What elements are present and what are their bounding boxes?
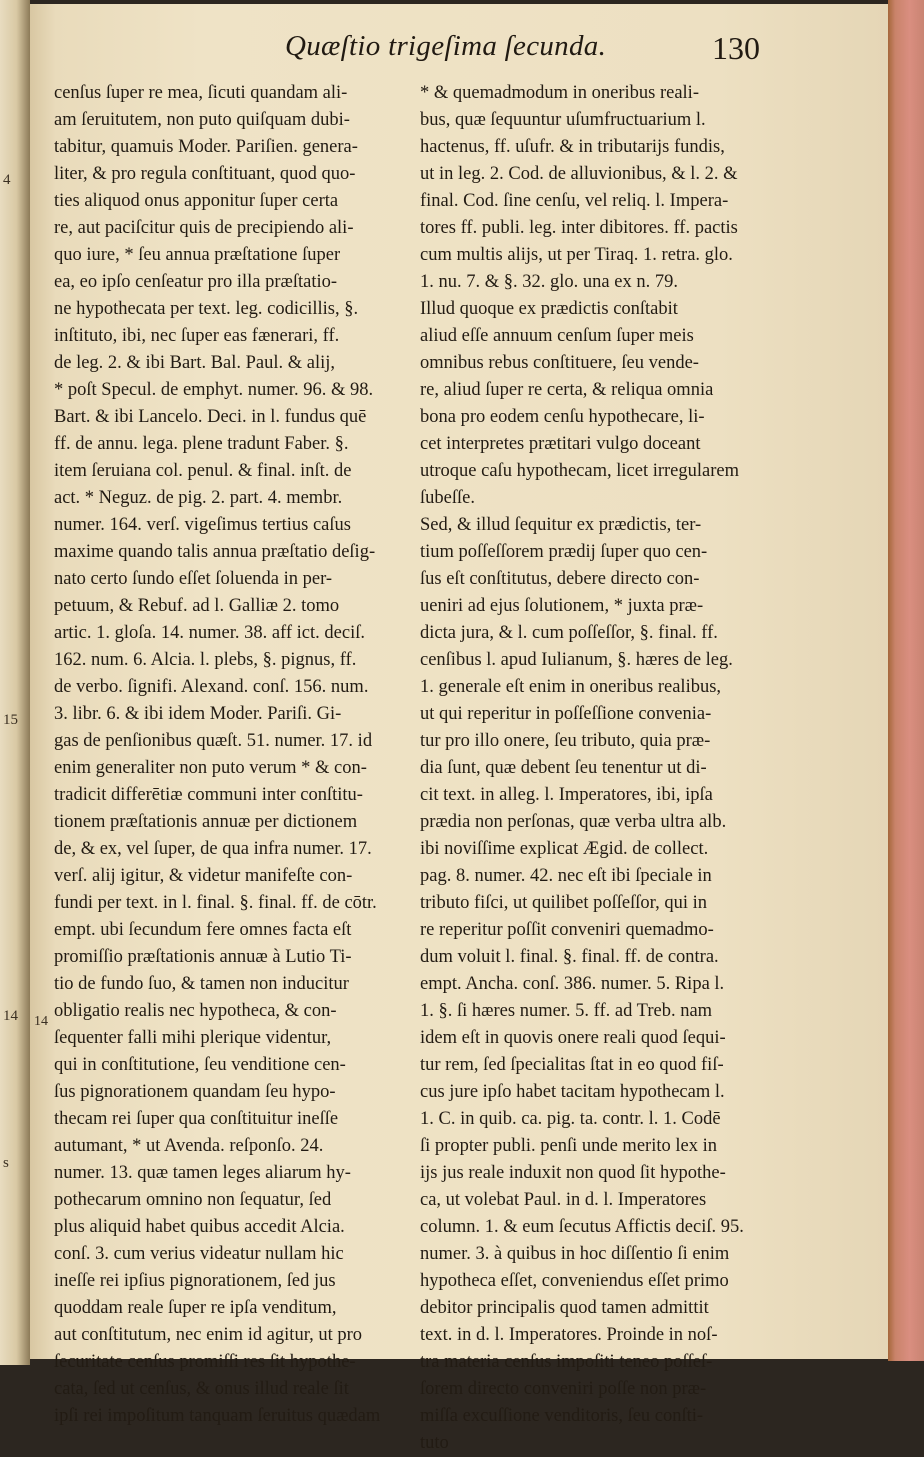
page-header — [30, 30, 888, 74]
text-line: numer. 164. verſ. vigeſimus tertius caſus — [54, 515, 351, 535]
text-line: tionem præſtationis annuæ per dictionem — [54, 812, 358, 832]
text-line: bus, quæ ſequuntur uſumfructuarium l. — [420, 110, 706, 130]
text-line: empt. ubi ſecundum fere omnes facta eſt — [54, 920, 352, 940]
text-line: 162. num. 6. Alcia. l. plebs, §. pignus, ff. — [54, 650, 357, 670]
text-line: cata, ſed ut cenſus, & onus illud reale ſit — [54, 1379, 349, 1399]
text-line: Illud quoque ex prædictis conſtabit — [420, 299, 678, 319]
text-line: liter, & pro regula conſtituant, quod quo- — [54, 164, 356, 184]
text-line: obligatio realis nec hypotheca, & con- — [54, 1001, 337, 1021]
text-line: pothecarum omnino non ſequatur, ſed — [54, 1190, 332, 1210]
text-line: tra materia cenſus impoſiti teneo poſſeſ- — [420, 1352, 713, 1372]
text-line: ne hypothecata per text. leg. codicillis, §. — [54, 299, 359, 319]
text-line: ſubeſſe. — [420, 488, 475, 508]
running-title: Quæſtio trigeſima ſecunda. — [285, 30, 607, 62]
text-line: item ſeruiana col. penul. & final. inſt. de — [54, 461, 352, 481]
text-line: tradicit differētiæ communi inter conſtitu- — [54, 785, 363, 805]
text-line: hypotheca eſſet, conveniendus eſſet primo — [420, 1271, 729, 1291]
text-line: fundi per text. in l. final. §. final. ff. de cōtr. — [54, 893, 377, 913]
text-line: pag. 8. numer. 42. nec eſt ibi ſpeciale in — [420, 866, 712, 886]
text-line: ſecuritate cenſus promiſſi res ſit hypothe- — [54, 1352, 356, 1372]
text-line: final. Cod. ſine cenſu, vel reliq. l. Impera- — [420, 191, 729, 211]
text-line: 3. libr. 6. & ibi idem Moder. Pariſi. Gi- — [54, 704, 342, 724]
text-line: aut conſtitutum, nec enim id agitur, ut pro — [54, 1325, 363, 1345]
adjacent-page-spine — [0, 0, 30, 1365]
spine-mark: 14 — [3, 1008, 18, 1024]
text-line: act. * Neguz. de pig. 2. part. 4. membr. — [54, 488, 343, 508]
text-line: cum multis alijs, ut per Tiraq. 1. retra. glo. — [420, 245, 733, 265]
text-line: ibi noviſſime explicat Ægid. de collect. — [420, 839, 709, 859]
text-line: de, & ex, vel ſuper, de qua infra numer. 17. — [54, 839, 372, 859]
text-line: Sed, & illud ſequitur ex prædictis, ter- — [420, 515, 702, 535]
text-line: ut in leg. 2. Cod. de alluvionibus, & l. 2. & — [420, 164, 738, 184]
text-line: * & quemadmodum in oneribus reali- — [420, 83, 699, 103]
text-line: promiſſio præſtationis annuæ à Lutio Ti- — [54, 947, 352, 967]
text-line: cenſus ſuper re mea, ſicuti quandam ali- — [54, 83, 348, 103]
text-line: ſorem directo conveniri poſſe non præ- — [420, 1379, 707, 1399]
text-line: omnibus rebus conſtituere, ſeu vende- — [420, 353, 699, 373]
text-line: miſſa excuſſione venditoris, ſeu conſti- — [420, 1406, 704, 1426]
right-text-column — [420, 80, 798, 1457]
text-line: de verbo. ſignifi. Alexand. conſ. 156. num. — [54, 677, 369, 697]
text-line: 1. §. ſi hæres numer. 5. ff. ad Treb. nam — [420, 1001, 713, 1021]
text-line: dum voluit l. final. §. final. ff. de contra. — [420, 947, 719, 967]
text-line: gas de penſionibus quæſt. 51. numer. 17. id — [54, 731, 373, 751]
text-line: empt. Ancha. conſ. 386. numer. 5. Ripa l. — [420, 974, 725, 994]
text-line: re, aliud ſuper re certa, & reliqua omnia — [420, 380, 714, 400]
text-line: conſ. 3. cum verius videatur nullam hic — [54, 1244, 344, 1264]
page-number: 130 — [712, 30, 760, 66]
text-line: plus aliquid habet quibus accedit Alcia. — [54, 1217, 345, 1237]
text-line: aliud eſſe annuum cenſum ſuper meis — [420, 326, 694, 346]
text-line: de leg. 2. & ibi Bart. Bal. Paul. & alij, — [54, 353, 336, 373]
text-line: quo iure, * ſeu annua præſtatione ſuper — [54, 245, 341, 265]
text-line: autumant, * ut Avenda. reſponſo. 24. — [54, 1136, 324, 1156]
text-line: verſ. alij igitur, & videtur manifeſte con- — [54, 866, 353, 886]
text-line: tio de fundo ſuo, & tamen non inducitur — [54, 974, 349, 994]
text-line: tur rem, ſed ſpecialitas ſtat in eo quod fiſ- — [420, 1055, 724, 1075]
text-line: ueniri ad ejus ſolutionem, * juxta præ- — [420, 596, 704, 616]
text-line: inſtituto, ibi, nec ſuper eas fænerari, ff. — [54, 326, 340, 346]
text-line: prædia non perſonas, quæ verba ultra alb. — [420, 812, 727, 832]
text-line: Bart. & ibi Lancelo. Deci. in l. fundus quē — [54, 407, 367, 427]
text-line: tores ff. publi. leg. inter dibitores. ff. pactis — [420, 218, 738, 238]
text-line: ſequenter falli mihi plerique videntur, — [54, 1028, 332, 1048]
text-line: artic. 1. gloſa. 14. numer. 38. aff ict. deciſ. — [54, 623, 365, 643]
text-line: quoddam reale ſuper re ipſa venditum, — [54, 1298, 337, 1318]
text-line: ſi propter publi. penſi unde merito lex in — [420, 1136, 717, 1156]
text-line: idem eſt in quovis onere reali quod ſequi- — [420, 1028, 726, 1048]
text-line: cet interpretes prætitari vulgo doceant — [420, 434, 701, 454]
text-line: ff. de annu. lega. plene tradunt Faber. §. — [54, 434, 349, 454]
text-line: ineſſe rei ipſius pignorationem, ſed jus — [54, 1271, 336, 1291]
text-line: * poſt Specul. de emphyt. numer. 96. & 98. — [54, 380, 374, 400]
text-line: re reperitur poſſit conveniri quemadmo- — [420, 920, 714, 940]
text-line: maxime quando talis annua præſtatio deſig- — [54, 542, 376, 562]
text-line: 1. C. in quib. ca. pig. ta. contr. l. 1. Codē — [420, 1109, 721, 1129]
red-page-edge — [888, 0, 924, 1361]
text-line: dia ſunt, quæ debent ſeu tenentur ut di- — [420, 758, 707, 778]
text-line: cus jure ipſo habet tacitam hypothecam l. — [420, 1082, 725, 1102]
text-line: 1. generale eſt enim in oneribus realibus, — [420, 677, 722, 697]
text-line: ea, eo ipſo cenſeatur pro illa præſtatio- — [54, 272, 338, 292]
text-line: tur pro illo onere, ſeu tributo, quia præ- — [420, 731, 711, 751]
text-line: numer. 13. quæ tamen leges aliarum hy- — [54, 1163, 351, 1183]
text-line: dicta jura, & l. cum poſſeſſor, §. final. ff. — [420, 623, 718, 643]
spine-mark: 15 — [3, 712, 18, 728]
text-line: cit text. in alleg. l. Imperatores, ibi, ipſa — [420, 785, 713, 805]
spine-mark: 4 — [3, 172, 11, 188]
text-line: ca, ut volebat Paul. in d. l. Imperatores — [420, 1190, 707, 1210]
text-line: re, aut paciſcitur quis de precipiendo ali- — [54, 218, 354, 238]
book-page — [30, 4, 888, 1453]
text-line: tuto — [420, 1433, 449, 1453]
left-text-column — [54, 80, 402, 1430]
text-line: bona pro eodem cenſu hypothecare, li- — [420, 407, 705, 427]
text-line: enim generaliter non puto verum * & con- — [54, 758, 367, 778]
text-line: ut qui reperitur in poſſeſſione convenia- — [420, 704, 712, 724]
text-line: ſus pignorationem quandam ſeu hypo- — [54, 1082, 336, 1102]
text-line: tium poſſeſſorem prædij ſuper quo cen- — [420, 542, 708, 562]
text-line: thecam rei ſuper qua conſtituitur ineſſe — [54, 1109, 339, 1129]
text-line: tributo fiſci, ut quilibet poſſeſſor, qui in — [420, 893, 708, 913]
text-line: am ſeruitutem, non puto quiſquam dubi- — [54, 110, 350, 130]
spine-mark: s — [3, 1155, 9, 1171]
text-line: ſus eſt conſtitutus, debere directo con- — [420, 569, 700, 589]
margin-number: 14 — [34, 1014, 48, 1029]
text-line: text. in d. l. Imperatores. Proinde in noſ- — [420, 1325, 718, 1345]
text-line: column. 1. & eum ſecutus Affictis deciſ. 95. — [420, 1217, 744, 1237]
text-line: ties aliquod onus apponitur ſuper certa — [54, 191, 339, 211]
text-line: qui in conſtitutione, ſeu venditione cen- — [54, 1055, 346, 1075]
text-line: debitor principalis quod tamen admittit — [420, 1298, 709, 1318]
text-line: petuum, & Rebuf. ad l. Galliæ 2. tomo — [54, 596, 340, 616]
text-line: tabitur, quamuis Moder. Pariſien. genera- — [54, 137, 358, 157]
text-line: ipſi rei impoſitum tanquam ſeruitus quædam — [54, 1406, 381, 1426]
text-line: utroque caſu hypothecam, licet irregularem — [420, 461, 739, 481]
text-line: cenſibus l. apud Iulianum, §. hæres de leg. — [420, 650, 733, 670]
text-line: 1. nu. 7. & §. 32. glo. una ex n. 79. — [420, 272, 678, 292]
text-line: hactenus, ff. uſufr. & in tributarijs fundis, — [420, 137, 725, 157]
text-line: numer. 3. à quibus in hoc diſſentio ſi enim — [420, 1244, 730, 1264]
text-line: nato certo ſundo eſſet ſoluenda in per- — [54, 569, 333, 589]
text-line: ijs jus reale induxit non quod ſit hypothe- — [420, 1163, 726, 1183]
